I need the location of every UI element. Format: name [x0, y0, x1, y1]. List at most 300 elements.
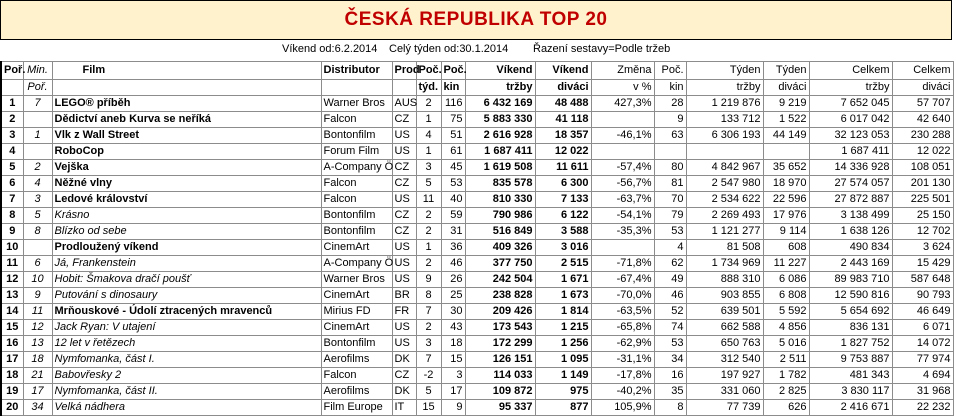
cell-prev-rank: 18	[23, 352, 52, 368]
cell-weekend-revenue: 172 299	[465, 336, 535, 352]
cell-change	[591, 112, 654, 128]
cell-country: US	[392, 320, 416, 336]
cell-weekend-revenue: 95 337	[465, 400, 535, 416]
cell-week-revenue: 4 842 967	[686, 160, 763, 176]
table-row	[1, 96, 953, 112]
table-row	[1, 256, 953, 272]
cell-change: -71,8%	[591, 256, 654, 272]
cell-cinemas: 43	[441, 320, 465, 336]
cell-total-revenue: 89 983 710	[809, 272, 892, 288]
header-cinemas: Poč.	[441, 62, 465, 80]
cell-rank: 1	[1, 96, 23, 112]
cell-distributor: Bontonfilm	[321, 336, 392, 352]
cell-distributor: CinemArt	[321, 288, 392, 304]
cell-cinemas: 40	[441, 192, 465, 208]
cell-weekend-revenue: 409 326	[465, 240, 535, 256]
cell-country: FR	[392, 304, 416, 320]
cell-weekend-admissions: 18 357	[535, 128, 591, 144]
cell-film: Velká nádhera	[52, 400, 321, 416]
cell-distributor: Falcon	[321, 176, 392, 192]
cell-distributor: CinemArt	[321, 240, 392, 256]
cell-total-revenue: 481 343	[809, 368, 892, 384]
cell-film: Mrňouskové - Údolí ztracených mravenců	[52, 304, 321, 320]
cell-weeks: 1	[416, 112, 441, 128]
cell-rank: 19	[1, 384, 23, 400]
cell-weeks: 7	[416, 352, 441, 368]
cell-prev-rank	[23, 112, 52, 128]
cell-week-admissions: 2 511	[763, 352, 809, 368]
cell-total-admissions: 22 232	[892, 400, 953, 416]
cell-weekend-admissions: 41 118	[535, 112, 591, 128]
cell-weekend-admissions: 1 814	[535, 304, 591, 320]
cell-weekend-admissions: 1 095	[535, 352, 591, 368]
cell-change: -17,8%	[591, 368, 654, 384]
cell-distributor: Bontonfilm	[321, 224, 392, 240]
cell-distributor: Forum Film	[321, 144, 392, 160]
cell-distributor: Warner Bros	[321, 96, 392, 112]
cell-week-cinemas: 53	[654, 336, 686, 352]
header-weeks-2: týd.	[416, 80, 441, 96]
cell-change: -62,9%	[591, 336, 654, 352]
cell-rank: 2	[1, 112, 23, 128]
cell-weeks: 2	[416, 256, 441, 272]
cell-distributor: CinemArt	[321, 320, 392, 336]
header-week-revenue-2: tržby	[686, 80, 763, 96]
header-weekend-revenue-2: tržby	[465, 80, 535, 96]
cell-total-revenue: 9 753 887	[809, 352, 892, 368]
cell-week-cinemas: 49	[654, 272, 686, 288]
cell-film: Vejška	[52, 160, 321, 176]
cell-total-admissions: 15 429	[892, 256, 953, 272]
cell-change: -35,3%	[591, 224, 654, 240]
cell-total-revenue: 490 834	[809, 240, 892, 256]
cell-film: Blízko od sebe	[52, 224, 321, 240]
cell-week-revenue: 6 306 193	[686, 128, 763, 144]
cell-film: Jack Ryan: V utajení	[52, 320, 321, 336]
cell-distributor: Bontonfilm	[321, 128, 392, 144]
cell-week-admissions: 5 592	[763, 304, 809, 320]
cell-country: US	[392, 128, 416, 144]
cell-film: LEGO® příběh	[52, 96, 321, 112]
cell-film: Vlk z Wall Street	[52, 128, 321, 144]
cell-total-admissions: 12 022	[892, 144, 953, 160]
cell-cinemas: 26	[441, 272, 465, 288]
cell-total-revenue: 2 443 169	[809, 256, 892, 272]
cell-country: DK	[392, 352, 416, 368]
cell-weeks: 7	[416, 304, 441, 320]
cell-distributor: Aerofilms	[321, 384, 392, 400]
top20-table	[0, 61, 954, 416]
cell-weekend-revenue: 109 872	[465, 384, 535, 400]
cell-cinemas: 75	[441, 112, 465, 128]
cell-distributor: Mirius FD	[321, 304, 392, 320]
report-title-bar	[0, 0, 952, 40]
cell-total-revenue: 2 416 671	[809, 400, 892, 416]
cell-week-cinemas: 63	[654, 128, 686, 144]
cell-weeks: 8	[416, 288, 441, 304]
cell-weeks: 1	[416, 240, 441, 256]
cell-week-admissions: 1 782	[763, 368, 809, 384]
cell-total-admissions: 57 707	[892, 96, 953, 112]
cell-country: US	[392, 256, 416, 272]
header-country: Prod	[392, 62, 416, 80]
cell-weekend-revenue: 1 687 411	[465, 144, 535, 160]
cell-total-admissions: 25 150	[892, 208, 953, 224]
cell-week-admissions: 17 976	[763, 208, 809, 224]
cell-weekend-revenue: 810 330	[465, 192, 535, 208]
cell-cinemas: 51	[441, 128, 465, 144]
cell-cinemas: 59	[441, 208, 465, 224]
cell-film: Hobit: Šmakova dračí poušť	[52, 272, 321, 288]
cell-week-admissions: 9 219	[763, 96, 809, 112]
cell-prev-rank: 13	[23, 336, 52, 352]
cell-distributor: Falcon	[321, 112, 392, 128]
cell-weeks: 1	[416, 144, 441, 160]
cell-total-admissions: 90 793	[892, 288, 953, 304]
cell-week-cinemas: 74	[654, 320, 686, 336]
cell-change: -67,4%	[591, 272, 654, 288]
cell-weekend-admissions: 1 149	[535, 368, 591, 384]
cell-country: AUS	[392, 96, 416, 112]
table-row	[1, 384, 953, 400]
cell-week-revenue: 650 763	[686, 336, 763, 352]
cell-total-revenue: 27 574 057	[809, 176, 892, 192]
cell-cinemas: 46	[441, 256, 465, 272]
weekend-date: Víkend od:6.2.2014	[282, 43, 378, 55]
cell-distributor: Film Europe	[321, 400, 392, 416]
cell-total-revenue: 7 652 045	[809, 96, 892, 112]
cell-weekend-admissions: 3 588	[535, 224, 591, 240]
cell-cinemas: 18	[441, 336, 465, 352]
cell-week-revenue: 77 739	[686, 400, 763, 416]
cell-total-admissions: 225 501	[892, 192, 953, 208]
cell-country: CZ	[392, 176, 416, 192]
cell-weekend-admissions: 6 122	[535, 208, 591, 224]
cell-rank: 10	[1, 240, 23, 256]
cell-week-revenue: 197 927	[686, 368, 763, 384]
header-prev-rank: Min.	[23, 62, 52, 80]
cell-week-cinemas: 46	[654, 288, 686, 304]
cell-total-admissions: 230 288	[892, 128, 953, 144]
cell-film: Ledové království	[52, 192, 321, 208]
cell-change: -40,2%	[591, 384, 654, 400]
cell-total-admissions: 108 051	[892, 160, 953, 176]
cell-rank: 4	[1, 144, 23, 160]
header-weeks: Poč.	[416, 62, 441, 80]
cell-week-cinemas: 35	[654, 384, 686, 400]
cell-week-revenue: 888 310	[686, 272, 763, 288]
cell-weeks: 2	[416, 224, 441, 240]
cell-total-revenue: 836 131	[809, 320, 892, 336]
cell-cinemas: 9	[441, 400, 465, 416]
cell-rank: 6	[1, 176, 23, 192]
header-total-admissions: Celkem	[892, 62, 953, 80]
cell-week-cinemas: 62	[654, 256, 686, 272]
cell-total-admissions: 31 968	[892, 384, 953, 400]
cell-week-cinemas: 81	[654, 176, 686, 192]
cell-cinemas: 36	[441, 240, 465, 256]
header-weekend-revenue: Víkend	[465, 62, 535, 80]
cell-week-cinemas: 70	[654, 192, 686, 208]
cell-change: -31,1%	[591, 352, 654, 368]
cell-total-revenue: 32 123 053	[809, 128, 892, 144]
cell-prev-rank: 4	[23, 176, 52, 192]
cell-weeks: 15	[416, 400, 441, 416]
cell-film: 12 let v řetězech	[52, 336, 321, 352]
table-row	[1, 176, 953, 192]
cell-week-revenue: 662 588	[686, 320, 763, 336]
cell-prev-rank: 34	[23, 400, 52, 416]
sort-order: Řazení sestavy=Podle tržeb	[533, 43, 671, 55]
header-total-revenue: Celkem	[809, 62, 892, 80]
cell-weeks: 5	[416, 176, 441, 192]
table-row	[1, 352, 953, 368]
cell-weekend-admissions: 3 016	[535, 240, 591, 256]
table-row	[1, 336, 953, 352]
cell-week-admissions: 11 227	[763, 256, 809, 272]
cell-weekend-admissions: 2 515	[535, 256, 591, 272]
cell-change: -56,7%	[591, 176, 654, 192]
header-prev-rank-2: Poř.	[23, 80, 52, 96]
cell-week-revenue: 133 712	[686, 112, 763, 128]
cell-week-revenue: 903 855	[686, 288, 763, 304]
cell-prev-rank: 9	[23, 288, 52, 304]
cell-film: Já, Frankenstein	[52, 256, 321, 272]
cell-change: -46,1%	[591, 128, 654, 144]
header-change-2: v %	[591, 80, 654, 96]
cell-week-revenue: 1 734 969	[686, 256, 763, 272]
cell-week-cinemas: 79	[654, 208, 686, 224]
header-week-cinemas: Poč.	[654, 62, 686, 80]
cell-country: CZ	[392, 160, 416, 176]
cell-week-admissions: 1 522	[763, 112, 809, 128]
cell-weekend-revenue: 5 883 330	[465, 112, 535, 128]
cell-weekend-admissions: 12 022	[535, 144, 591, 160]
cell-rank: 8	[1, 208, 23, 224]
cell-week-cinemas: 16	[654, 368, 686, 384]
cell-country: US	[392, 336, 416, 352]
cell-rank: 9	[1, 224, 23, 240]
cell-total-revenue: 1 827 752	[809, 336, 892, 352]
cell-prev-rank: 2	[23, 160, 52, 176]
table-row	[1, 288, 953, 304]
cell-film: Babovřesky 2	[52, 368, 321, 384]
cell-rank: 17	[1, 352, 23, 368]
cell-week-admissions: 4 856	[763, 320, 809, 336]
cell-cinemas: 17	[441, 384, 465, 400]
cell-cinemas: 3	[441, 368, 465, 384]
cell-week-revenue: 2 534 622	[686, 192, 763, 208]
cell-distributor: Aerofilms	[321, 352, 392, 368]
cell-change: -54,1%	[591, 208, 654, 224]
cell-week-admissions	[763, 144, 809, 160]
cell-week-admissions: 5 016	[763, 336, 809, 352]
cell-rank: 16	[1, 336, 23, 352]
cell-weekend-admissions: 975	[535, 384, 591, 400]
cell-total-admissions: 4 694	[892, 368, 953, 384]
cell-rank: 7	[1, 192, 23, 208]
cell-prev-rank: 12	[23, 320, 52, 336]
cell-prev-rank: 6	[23, 256, 52, 272]
cell-film: RoboCop	[52, 144, 321, 160]
cell-cinemas: 116	[441, 96, 465, 112]
cell-weekend-revenue: 790 986	[465, 208, 535, 224]
cell-weekend-revenue: 835 578	[465, 176, 535, 192]
cell-rank: 18	[1, 368, 23, 384]
table-row	[1, 144, 953, 160]
table-row	[1, 400, 953, 416]
cell-prev-rank: 10	[23, 272, 52, 288]
cell-country: US	[392, 240, 416, 256]
cell-total-admissions: 46 649	[892, 304, 953, 320]
cell-total-revenue: 27 872 887	[809, 192, 892, 208]
week-date: Celý týden od:30.1.2014	[389, 43, 509, 55]
cell-rank: 13	[1, 288, 23, 304]
cell-distributor: A-Company Ö	[321, 160, 392, 176]
cell-week-revenue: 2 547 980	[686, 176, 763, 192]
cell-country: CZ	[392, 224, 416, 240]
cell-week-admissions: 608	[763, 240, 809, 256]
cell-weeks: 3	[416, 160, 441, 176]
cell-week-admissions: 22 596	[763, 192, 809, 208]
header-distributor: Distributor	[321, 62, 392, 80]
cell-week-admissions: 9 114	[763, 224, 809, 240]
cell-weekend-revenue: 114 033	[465, 368, 535, 384]
cell-cinemas: 45	[441, 160, 465, 176]
cell-country: CZ	[392, 112, 416, 128]
cell-total-revenue: 3 830 117	[809, 384, 892, 400]
header-weekend-admissions-2: diváci	[535, 80, 591, 96]
cell-week-revenue: 1 219 876	[686, 96, 763, 112]
cell-total-revenue: 14 336 928	[809, 160, 892, 176]
cell-total-admissions: 77 974	[892, 352, 953, 368]
cell-weekend-revenue: 209 426	[465, 304, 535, 320]
cell-weekend-revenue: 242 504	[465, 272, 535, 288]
cell-total-revenue: 6 017 042	[809, 112, 892, 128]
cell-week-revenue: 331 060	[686, 384, 763, 400]
cell-cinemas: 15	[441, 352, 465, 368]
table-row	[1, 240, 953, 256]
cell-change: -63,7%	[591, 192, 654, 208]
header-change: Změna	[591, 62, 654, 80]
cell-cinemas: 25	[441, 288, 465, 304]
cell-total-revenue: 12 590 816	[809, 288, 892, 304]
cell-weeks: 3	[416, 336, 441, 352]
cell-total-admissions: 12 702	[892, 224, 953, 240]
cell-week-cinemas: 8	[654, 400, 686, 416]
cell-week-revenue: 2 269 493	[686, 208, 763, 224]
cell-change	[591, 144, 654, 160]
cell-weeks: 4	[416, 128, 441, 144]
table-row	[1, 128, 953, 144]
cell-week-revenue: 312 540	[686, 352, 763, 368]
cell-film: Nymfomanka, část I.	[52, 352, 321, 368]
cell-country: BR	[392, 288, 416, 304]
cell-prev-rank	[23, 144, 52, 160]
cell-film: Dědictví aneb Kurva se neříká	[52, 112, 321, 128]
cell-rank: 3	[1, 128, 23, 144]
header-film: Film	[52, 62, 321, 80]
cell-cinemas: 30	[441, 304, 465, 320]
table-row	[1, 224, 953, 240]
table-row	[1, 208, 953, 224]
cell-change: -70,0%	[591, 288, 654, 304]
header-weekend-admissions: Víkend	[535, 62, 591, 80]
cell-distributor: Warner Bros	[321, 272, 392, 288]
header-total-admissions-2: diváci	[892, 80, 953, 96]
cell-weekend-revenue: 2 616 928	[465, 128, 535, 144]
cell-rank: 15	[1, 320, 23, 336]
cell-week-cinemas	[654, 144, 686, 160]
cell-total-revenue: 1 638 126	[809, 224, 892, 240]
cell-week-cinemas: 53	[654, 224, 686, 240]
header-total-revenue-2: tržby	[809, 80, 892, 96]
cell-total-admissions: 3 624	[892, 240, 953, 256]
cell-distributor: Bontonfilm	[321, 208, 392, 224]
cell-country: CZ	[392, 368, 416, 384]
cell-change: 105,9%	[591, 400, 654, 416]
cell-total-admissions: 6 071	[892, 320, 953, 336]
cell-weekend-revenue: 173 543	[465, 320, 535, 336]
header-week-cinemas-2: kin	[654, 80, 686, 96]
cell-weeks: -2	[416, 368, 441, 384]
cell-change: -65,8%	[591, 320, 654, 336]
cell-week-cinemas: 9	[654, 112, 686, 128]
cell-prev-rank: 8	[23, 224, 52, 240]
cell-weekend-revenue: 1 619 508	[465, 160, 535, 176]
cell-week-admissions: 35 652	[763, 160, 809, 176]
cell-rank: 5	[1, 160, 23, 176]
cell-weekend-revenue: 377 750	[465, 256, 535, 272]
cell-total-admissions: 587 648	[892, 272, 953, 288]
cell-prev-rank: 21	[23, 368, 52, 384]
cell-country: CZ	[392, 208, 416, 224]
cell-country: US	[392, 272, 416, 288]
cell-weekend-admissions: 6 300	[535, 176, 591, 192]
cell-distributor: Falcon	[321, 368, 392, 384]
header-week-admissions-2: diváci	[763, 80, 809, 96]
cell-weekend-admissions: 7 133	[535, 192, 591, 208]
cell-week-revenue: 81 508	[686, 240, 763, 256]
cell-week-cinemas: 52	[654, 304, 686, 320]
cell-film: Nymfomanka, část II.	[52, 384, 321, 400]
cell-prev-rank	[23, 240, 52, 256]
cell-weeks: 2	[416, 96, 441, 112]
cell-cinemas: 53	[441, 176, 465, 192]
cell-weekend-admissions: 1 215	[535, 320, 591, 336]
table-row	[1, 160, 953, 176]
cell-prev-rank: 5	[23, 208, 52, 224]
cell-country: IT	[392, 400, 416, 416]
cell-cinemas: 61	[441, 144, 465, 160]
cell-weeks: 9	[416, 272, 441, 288]
cell-film: Putování s dinosaury	[52, 288, 321, 304]
cell-weekend-admissions: 11 611	[535, 160, 591, 176]
header-week-revenue: Týden	[686, 62, 763, 80]
table-row	[1, 368, 953, 384]
cell-prev-rank: 17	[23, 384, 52, 400]
report-title: ČESKÁ REPUBLIKA TOP 20	[344, 9, 608, 30]
cell-change	[591, 240, 654, 256]
cell-prev-rank: 7	[23, 96, 52, 112]
cell-total-admissions: 14 072	[892, 336, 953, 352]
table-row	[1, 112, 953, 128]
table-row	[1, 320, 953, 336]
cell-week-revenue	[686, 144, 763, 160]
cell-week-admissions: 18 970	[763, 176, 809, 192]
cell-country: DK	[392, 384, 416, 400]
cell-weekend-admissions: 48 488	[535, 96, 591, 112]
